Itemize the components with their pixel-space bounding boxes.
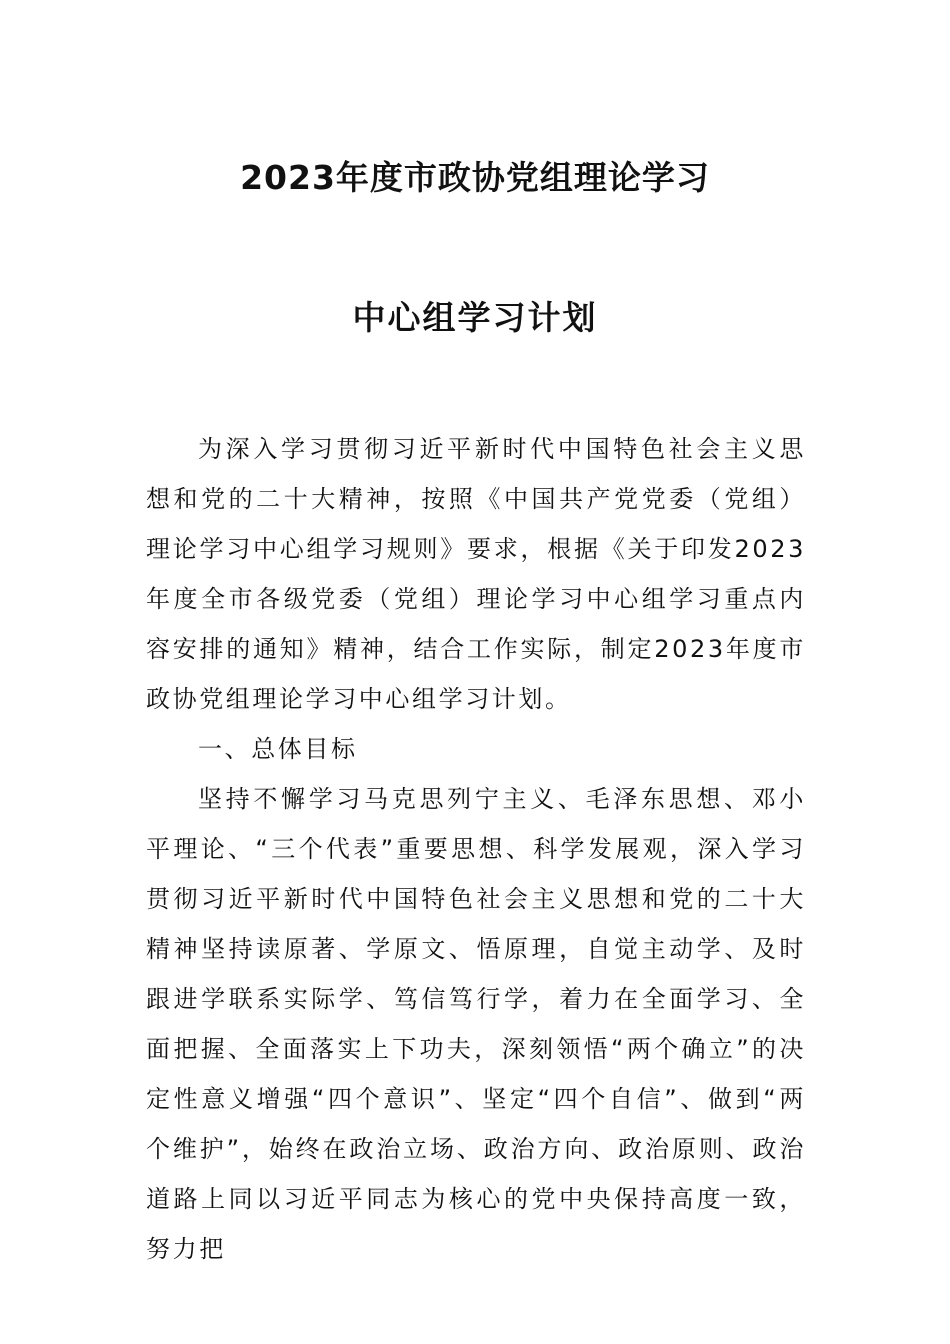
overall-goal-paragraph: 坚持不懈学习马克思列宁主义、毛泽东思想、邓小平理论、“三个代表”重要思想、科学发展观，深入学习贯彻习近平新时代中国特色社会主义思想和党的二十大精神坚持读原著、学原文、悟原理，自觉主动学、及时跟进学联系实际学、笃信笃行学，着力在全面学习、全面把握、全面落实上下功夫，深刻领悟“两个确立”的决定性意义增强“四个意识”、坚定“四个自信”、做到“两个维护”，始终在政治立场、政治方向、政治原则、政治道路上同以习近平同志为核心的党中央保持高度一致，努力把	[146, 785, 806, 1263]
document-title-line-2: 中心组学习计划	[352, 298, 598, 337]
section-heading-overall-goal: 一、总体目标	[198, 735, 358, 763]
document-title-line-1: 2023年度市政协党组理论学习	[240, 158, 710, 197]
intro-paragraph: 为深入学习贯彻习近平新时代中国特色社会主义思想和党的二十大精神，按照《中国共产党党委（党组）理论学习中心组学习规则》要求，根据《关于印发2023年度全市各级党委（党组）理论学习中心组学习重点内容安排的通知》精神，结合工作实际，制定2023年度市政协党组理论学习中心组学习计划。	[146, 435, 806, 713]
